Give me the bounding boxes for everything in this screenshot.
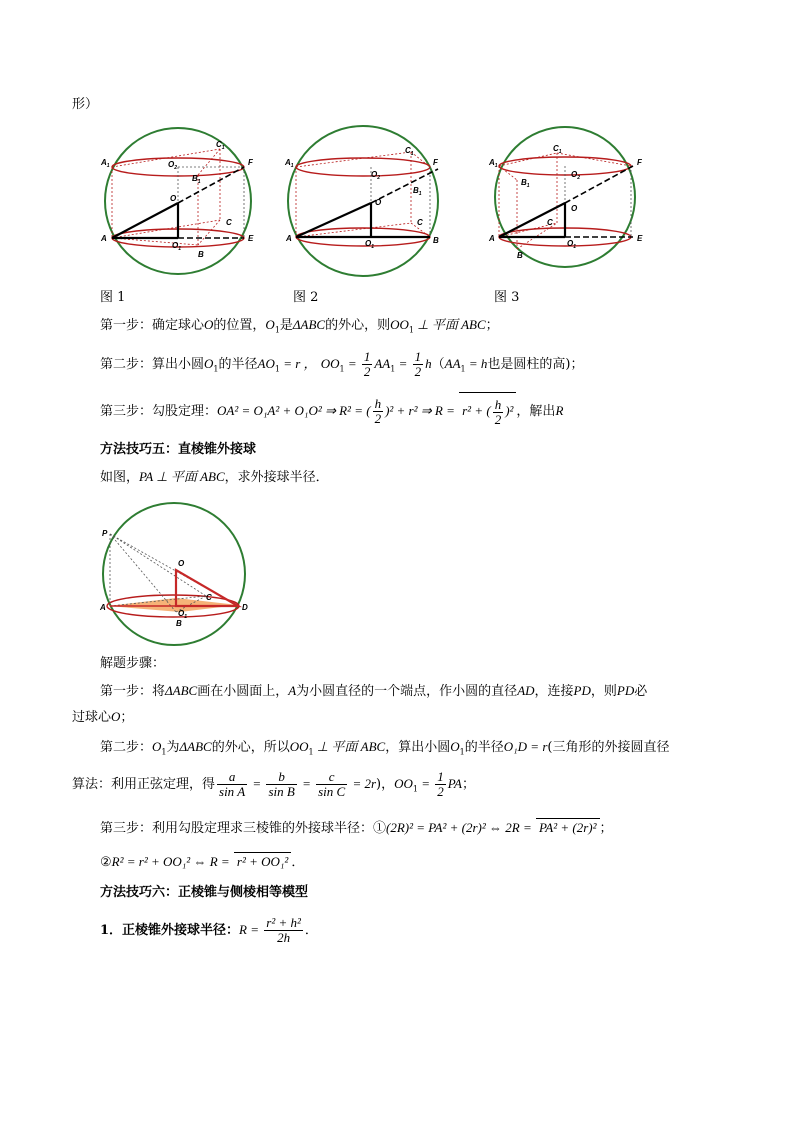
label-O: O	[170, 194, 177, 203]
figure-3-caption: 图 3	[494, 290, 520, 305]
sqrt-expression: PA² + (2r)²	[536, 818, 600, 837]
top-circle	[296, 158, 430, 176]
part1-step1: 第一步：确定球心O的位置，$O_1$是ΔABC的外心，则$OO_1$ ⊥ 平面 ABC；	[100, 317, 499, 335]
label-A: A	[100, 603, 106, 612]
figure-pyramid-sphere	[98, 502, 253, 647]
sphere-outline	[288, 126, 438, 276]
sphere-outline	[103, 503, 245, 645]
label-B: B	[517, 251, 523, 260]
method5-step2-line1: 第二步：$O_1$为ΔABC的外心，所以$OO_1$ ⊥ 平面 ABC，算出小圆$O_1$的半径O₁D = r(三角形的外接圆直径	[100, 739, 670, 757]
label-A: A	[286, 234, 292, 243]
label-A1: $A_1$	[101, 158, 110, 169]
label-O: O	[571, 204, 578, 213]
figure-3-sphere-cylinder	[487, 125, 652, 275]
method5-step2-line2: 算法：利用正弦定理，得 $\frac{a}{\text{sin A}}$ = $\frac{b}{\text{sin B}}$ = $\frac{c}{\text{sin C}}$ = 2r)，$OO_1$ = $\frac{1}{2}$ PA；	[72, 769, 475, 799]
figure-2-caption: 图 2	[293, 290, 319, 305]
method5-step1-line2: 过球心O；	[72, 709, 134, 725]
fraction-h-over-2: $\frac{h}{2}$	[374, 396, 382, 426]
label-O1: $O_1$	[365, 239, 375, 250]
label-E: E	[637, 234, 643, 243]
label-O1: $O_1$	[567, 239, 577, 250]
label-O2: $O_2$	[168, 160, 178, 171]
label-F: F	[637, 158, 642, 167]
method5-step3: 第三步：利用勾股定理求三棱锥的外接球半径：①(2R)² = PA² + (2r)² ⇔ 2R = PA² + (2r)² ；	[100, 820, 613, 836]
fraction-b-sinB: $\frac{b}{\text{sin B}}$	[268, 769, 295, 799]
fraction-half: $\frac{1}{2}$	[414, 349, 422, 379]
sqrt-expression: r² + ( $\frac{h}{2}$ )²	[459, 392, 516, 429]
label-C1: $C_1$	[553, 144, 562, 155]
label-B: B	[198, 250, 204, 259]
fraction-a-sinA: $\frac{a}{\text{sin A}}$	[219, 769, 246, 799]
label-O1: $O_1$	[172, 241, 182, 252]
label-A: A	[489, 234, 495, 243]
label-D: D	[242, 603, 248, 612]
part1-step2: 第二步：算出小圆$O_1$的半径$AO_1 = r$ ， $OO_1$ = $\frac{1}{2}$ $AA_1$ = $\frac{1}{2}$ $h(AA_1 = h$也是圆柱的高)；	[100, 349, 584, 379]
label-E: E	[248, 234, 254, 243]
label-F: F	[248, 158, 253, 167]
figure-1-caption: 图 1	[100, 290, 126, 305]
label-C: C	[226, 218, 232, 227]
label-C1: $C_1$	[405, 146, 414, 157]
label-O: O	[178, 559, 185, 568]
label-B: B	[433, 236, 439, 245]
method6-item1: 1．正棱锥外接球半径：R = $\frac{\text{r² + h²}}{2h}$ ．	[100, 915, 318, 945]
label-O1: $O_1$	[178, 609, 188, 620]
method5-title: 方法技巧五：直棱锥外接球	[100, 442, 257, 457]
method5-intro: 如图，PA ⊥ 平面 ABC，求外接球半径．	[100, 469, 329, 485]
label-O2: $O_2$	[371, 170, 381, 181]
part1-step3: 第三步：勾股定理：OA² = O₁A² + O₁O² ⇒ R² = ( $\frac{h}{2}$ )² + r² ⇒ R = r² + ( $\frac{h}{2}$ )² ，解出R	[100, 392, 563, 430]
label-O: O	[375, 198, 382, 207]
label-P: P	[102, 529, 108, 538]
label-A: A	[101, 234, 107, 243]
label-F: F	[433, 158, 438, 167]
method6-title: 方法技巧六：正棱锥与侧棱相等模型	[100, 885, 309, 900]
label-A1: $A_1$	[489, 158, 498, 169]
fraction-half: $\frac{1}{2}$	[363, 349, 371, 379]
method5-step1-line1: 第一步：将ΔABC画在小圆面上，A为小圆直径的一个端点，作小圆的直径AD，连接PD，则PD必	[100, 683, 648, 699]
figure-1-sphere-cylinder	[98, 125, 258, 275]
continued-text-fragment: 形）	[72, 97, 99, 112]
fraction-half: $\frac{1}{2}$	[437, 769, 444, 799]
label-B1: $B_1$	[413, 186, 422, 197]
method5-step3-alt: ②R² = r² + OO₁² ⇔ R = r² + OO₁² ．	[100, 854, 305, 870]
label-B1: $B_1$	[192, 174, 201, 185]
method5-steps-title: 解题步骤：	[100, 656, 166, 671]
label-C: C	[547, 218, 553, 227]
label-C1: $C_1$	[216, 140, 225, 151]
label-O2: $O_2$	[571, 170, 581, 181]
label-B: B	[176, 619, 182, 628]
figure-2-sphere-cylinder	[283, 125, 448, 280]
fraction-circumradius: $\frac{\text{r² + h²}}{2h}$	[266, 915, 301, 945]
label-C: C	[206, 593, 212, 602]
fraction-c-sinC: $\frac{c}{\text{sin C}}$	[318, 769, 346, 799]
label-C: C	[417, 218, 423, 227]
sqrt-expression: r² + OO₁²	[234, 852, 291, 871]
label-A1: $A_1$	[285, 158, 294, 169]
label-B1: $B_1$	[521, 178, 530, 189]
